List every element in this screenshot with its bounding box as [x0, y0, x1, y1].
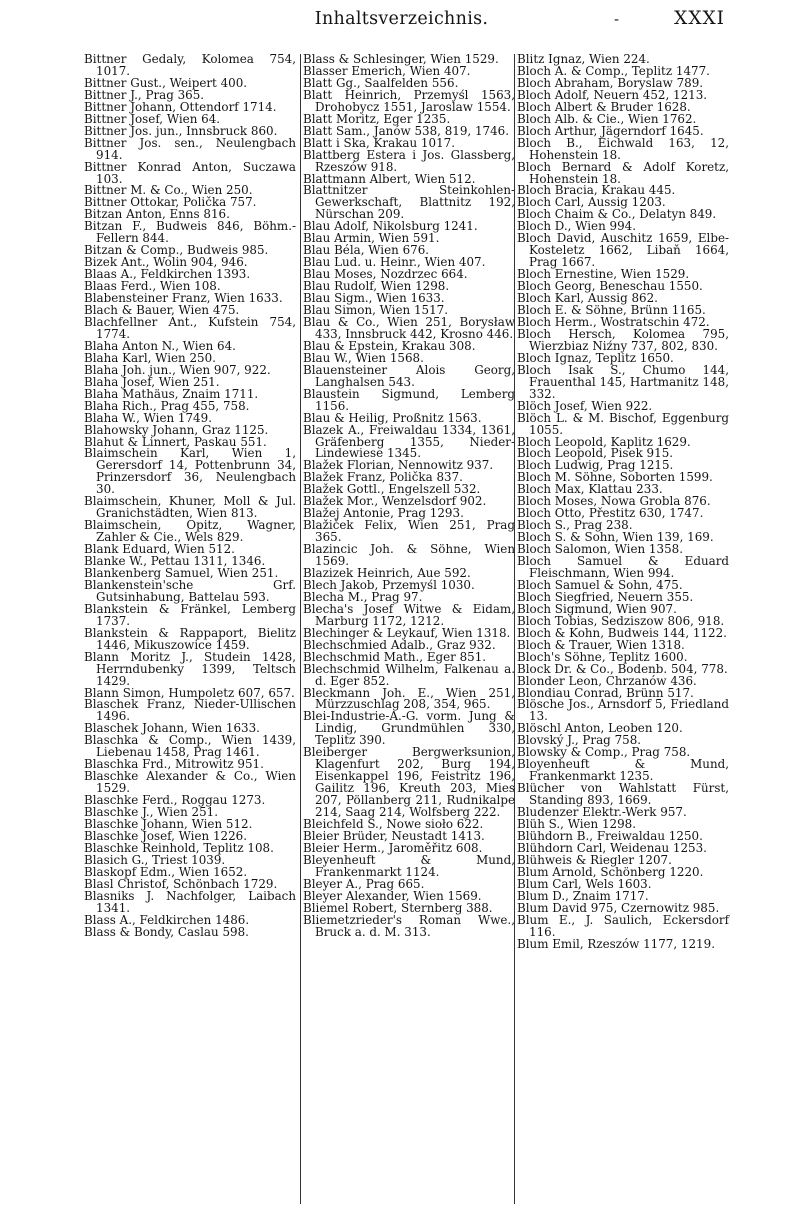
index-entry: Blondiau Conrad, Brünn 517.	[517, 685, 694, 700]
index-entry: Blum David 975, Czernowitz 985.	[517, 900, 720, 915]
index-entry: Bloch Sigmund, Wien 907.	[517, 601, 677, 616]
index-entry: Bloch Alb. & Cie., Wien 1762.	[517, 111, 697, 126]
index-entry: Bloch Hersch, Kolomea 795, Wierzbiaz Niźny 737, 802, 830.	[517, 326, 729, 353]
index-entry: Blowsky & Comp., Prag 758.	[517, 745, 691, 760]
index-entry: Blau Rudolf, Wien 1298.	[303, 279, 450, 294]
index-entry: Bittner Josef, Wien 64.	[84, 111, 221, 126]
index-entry: Bitzan F., Budweis 846, Böhm.-Fellern 844.	[84, 219, 296, 246]
index-entry: Bitzan Anton, Enns 816.	[84, 207, 230, 222]
index-entry: Bloch Samuel & Sohn, 475.	[517, 577, 683, 592]
index-entry: Blažek Florian, Nennowitz 937.	[303, 458, 494, 473]
index-entry: Blaha W., Wien 1749.	[84, 410, 212, 425]
index-entry: Blažek Gottl., Engelszell 532.	[303, 482, 481, 497]
index-entry: Blasich G., Triest 1039.	[84, 852, 226, 867]
index-entry: Blaas Ferd., Wien 108.	[84, 279, 221, 294]
index-entry: Bloch S. & Sohn, Wien 139, 169.	[517, 530, 714, 545]
index-entry: Bloch E. & Söhne, Brünn 1165.	[517, 303, 706, 318]
index-entry: Bleyer A., Prag 665.	[303, 876, 425, 891]
index-entry: Blatt i Ska, Krakau 1017.	[303, 135, 455, 150]
index-entry: Blasser Emerich, Wien 407.	[303, 63, 471, 78]
index-entry: Bloch David, Auschitz 1659, Elbe-Kosteletz 1662, Libaň 1664, Prag 1667.	[517, 231, 729, 270]
index-entry: Bittner Ottokar, Polička 757.	[84, 195, 257, 210]
index-entry: Blöch L. & M. Bischof, Eggenburg 1055.	[517, 410, 729, 437]
index-entry: Blühdorn Carl, Weidenau 1253.	[517, 840, 707, 855]
index-entry: Bleiberger Bergwerksunion, Klagenfurt 202, Burg 194, Eisenkappel 196, Feistritz 196, Gailitz 196, Kreuth 203, Mies 207, Pöllanberg 211, Rudnikalpe 214, Saag 214, Wolfsberg 222.	[303, 745, 515, 820]
index-entry: Blabensteiner Franz, Wien 1633.	[84, 291, 283, 306]
index-entry: Bloch D., Wien 994.	[517, 219, 637, 234]
index-entry: Blauensteiner Alois Georg, Langhalsen 543.	[303, 362, 515, 389]
index-entry: Blaschke Ferd., Roggau 1273.	[84, 793, 266, 808]
index-entry: Bittner Jos. jun., Innsbruck 860.	[84, 123, 278, 138]
index-entry: Bloch & Trauer, Wien 1318.	[517, 637, 685, 652]
index-entry: Blöch Josef, Wien 922.	[517, 398, 653, 413]
index-entry: Bloch Isak S., Chumo 144, Frauenthal 145, Hartmanitz 148, 332.	[517, 362, 729, 401]
index-entry: Blau & Heilig, Proßnitz 1563.	[303, 410, 482, 425]
index-entry: Blum E., J. Saulich, Eckersdorf 116.	[517, 912, 729, 939]
index-entry: Bitzan & Comp., Budweis 985.	[84, 243, 269, 258]
index-entry: Blasniks J. Nachfolger, Laibach 1341.	[84, 888, 296, 915]
index-entry: Bloch's Söhne, Teplitz 1600.	[517, 649, 688, 664]
index-entry: Blazek A., Freiwaldau 1334, 1361, Gräfenberg 1355, Nieder-Lindewiese 1345.	[303, 422, 515, 461]
index-entry: Blatt Sam., Janów 538, 819, 1746.	[303, 123, 509, 138]
index-column-2	[300, 54, 515, 1204]
index-entry: Blankstein & Rappaport, Bielitz 1446, Mikuszowice 1459.	[84, 625, 296, 652]
index-entry: Blaha Mathäus, Znaim 1711.	[84, 386, 259, 401]
index-entry: Bludenzer Elektr.-Werk 957.	[517, 805, 687, 820]
index-entry: Blau W., Wien 1568.	[303, 350, 424, 365]
index-entry: Bleyenheuft & Mund, Frankenmarkt 1124.	[303, 852, 515, 879]
index-entry: Blankenberg Samuel, Wien 251.	[84, 565, 279, 580]
index-entry: Blaschke Johann, Wien 512.	[84, 817, 253, 831]
index-entry: Blankstein & Fränkel, Lemberg 1737.	[84, 601, 296, 628]
index-entry: Blatt Moritz, Eger 1235.	[303, 111, 451, 126]
index-entry: Bloch Salomon, Wien 1358.	[517, 542, 683, 557]
index-entry: Blaha Karl, Wien 250.	[84, 350, 216, 365]
index-entry: Blau Moses, Nozdrzec 664.	[303, 267, 468, 282]
index-entry: Bittner Gedaly, Kolomea 754, 1017.	[84, 52, 296, 78]
index-entry: Blühdorn B., Freiwaldau 1250.	[517, 828, 703, 843]
index-entry: Blech Jakob, Przemyśl 1030.	[303, 577, 475, 592]
index-entry: Bloch Adolf, Neuern 452, 1213.	[517, 87, 708, 102]
index-entry: Blecha M., Prag 97.	[303, 589, 423, 604]
index-entry: Blaimschein, Opitz, Wagner, Zahler & Cie., Wels 829.	[84, 518, 296, 545]
index-entry: Bloch Chaim & Co., Delatyn 849.	[517, 207, 717, 222]
index-entry: Blau Simon, Wien 1517.	[303, 303, 448, 318]
index-entry: Blaimschein, Khuner, Moll & Jul. Granichstädten, Wien 813.	[84, 494, 296, 521]
index-entry: Blažej Antonie, Prag 1293.	[303, 506, 464, 521]
index-entry: Bloch Arthur, Jägerndorf 1645.	[517, 123, 704, 138]
page-header	[0, 0, 803, 44]
index-entry: Blechschmied Adalb., Graz 932.	[303, 637, 496, 652]
index-entry: Blum Carl, Wels 1603.	[517, 876, 652, 891]
index-entry: Blechschmid Math., Eger 851.	[303, 649, 487, 664]
index-entry: Bliemel Robert, Sternberg 388.	[303, 900, 493, 915]
index-entry: Bloch B., Eichwald 163, 12, Hohenstein 18.	[517, 135, 729, 162]
index-entry: Blaschke Reinhold, Teplitz 108.	[84, 840, 274, 855]
index-entry: Blaskopf Edm., Wien 1652.	[84, 864, 248, 879]
index-entry: Bittner J., Prag 365.	[84, 87, 205, 102]
index-entry: Blitz Ignaz, Wien 224.	[517, 52, 650, 66]
index-entry: Blum D., Znaim 1717.	[517, 888, 649, 903]
index-entry: Blaschka Frd., Mitrowitz 951.	[84, 757, 264, 772]
index-entry: Blaas A., Feldkirchen 1393.	[84, 267, 251, 282]
index-entry: Blechinger & Leykauf, Wien 1318.	[303, 625, 511, 640]
index-entry: Bloch S., Prag 238.	[517, 518, 633, 533]
index-entry: Blaha Josef, Wien 251.	[84, 374, 220, 389]
index-entry: Bloch Siegfried, Neuern 355.	[517, 589, 694, 604]
index-entry: Blum Arnold, Schönberg 1220.	[517, 864, 704, 879]
index-entry: Blass & Bondy, Caslau 598.	[84, 924, 249, 939]
index-entry: Blank Eduard, Wien 512.	[84, 542, 235, 557]
index-entry: Bittner M. & Co., Wien 250.	[84, 183, 253, 198]
index-entry: Blaustein Sigmund, Lemberg 1156.	[303, 386, 515, 413]
index-entry: Blaschek Franz, Nieder-Ullischen 1496.	[84, 697, 296, 724]
index-entry: Blaschke J., Wien 251.	[84, 805, 219, 820]
index-entry: Bloyenheuft & Mund, Frankenmarkt 1235.	[517, 757, 729, 784]
index-entry: Blecha's Josef Witwe & Eidam, Marburg 1172, 1212.	[303, 601, 515, 628]
index-entry: Blazincic Joh. & Söhne, Wien 1569.	[303, 542, 515, 569]
index-entry: Blonder Leon, Chrzanów 436.	[517, 673, 697, 688]
index-entry: Bleier Brüder, Neustadt 1413.	[303, 828, 485, 843]
index-entry: Blach & Bauer, Wien 475.	[84, 303, 240, 318]
index-entry: Blaha Anton N., Wien 64.	[84, 338, 236, 353]
index-entry: Blažek Franz, Polička 837.	[303, 470, 463, 485]
index-entry: Blaha Rich., Prag 455, 758.	[84, 398, 250, 413]
index-entry: Bloch Herm., Wostratschin 472.	[517, 314, 710, 329]
index-entry: Blažek Mor., Wenzelsdorf 902.	[303, 494, 487, 509]
index-entry: Blažiček Felix, Wien 251, Prag 365.	[303, 518, 515, 545]
index-entry: Blankenstein'sche Grf. Gutsinhabung, Battelau 593.	[84, 577, 296, 604]
index-entry: Blaschke Josef, Wien 1226.	[84, 828, 248, 843]
index-entry: Bloch Ernestine, Wien 1529.	[517, 267, 690, 282]
index-entry: Blass A., Feldkirchen 1486.	[84, 912, 250, 927]
index-entry: Blasl Christof, Schönbach 1729.	[84, 876, 278, 891]
index-entry: Blöschl Anton, Leoben 120.	[517, 721, 683, 736]
index-entry: Bittner Jos. sen., Neulengbach 914.	[84, 135, 296, 162]
index-entry: Blatt Heinrich, Przemyśl 1563, Drohobycz 1551, Jaroslaw 1554.	[303, 87, 515, 114]
index-entry: Bleichfeld S., Nowe sioło 622.	[303, 817, 484, 831]
index-column-3	[514, 54, 729, 1204]
index-entry: Blau Adolf, Nikolsburg 1241.	[303, 219, 478, 234]
index-entry: Blatt Gg., Saalfelden 556.	[303, 75, 459, 90]
index-entry: Blachfellner Ant., Kufstein 754, 1774.	[84, 314, 296, 341]
index-entry: Bloch Samuel & Eduard Fleischmann, Wien 994.	[517, 554, 729, 580]
index-entry: Bloch M. Söhne, Soborten 1599.	[517, 470, 713, 485]
index-entry: Bloch Bracia, Krakau 445.	[517, 183, 676, 198]
index-entry: Blau & Epstein, Krakau 308.	[303, 338, 476, 353]
index-entry: Block Dr. & Co., Bodenb. 504, 778.	[517, 661, 728, 676]
index-entry: Bloch Georg, Beneschau 1550.	[517, 279, 703, 294]
index-entry: Blechschmid Wilhelm, Falkenau a. d. Eger 852.	[303, 661, 515, 688]
index-entry: Blau & Co., Wien 251, Borysław 433, Innsbruck 442, Krosno 446.	[303, 314, 515, 341]
index-entry: Blösche Jos., Arnsdorf 5, Friedland 13.	[517, 697, 729, 724]
index-entry: Bloch Max, Klattau 233.	[517, 482, 663, 497]
index-entry: Bloch Ludwig, Prag 1215.	[517, 458, 674, 473]
index-entry: Bloch A. & Comp., Teplitz 1477.	[517, 63, 710, 78]
index-column-1	[84, 54, 296, 939]
index-entry: Bloch Carl, Aussig 1203.	[517, 195, 666, 210]
index-entry: Blaschka & Comp., Wien 1439, Liebenau 1458, Prag 1461.	[84, 733, 296, 760]
index-entry: Blovský J., Prag 758.	[517, 733, 642, 748]
index-entry: Blau Sigm., Wien 1633.	[303, 291, 445, 306]
index-entry: Blass & Schlesinger, Wien 1529.	[303, 52, 499, 66]
index-entry: Bloch Moses, Nowa Grobla 876.	[517, 494, 711, 509]
index-entry: Bliemetzrieder's Roman Wwe., Bruck a. d. M. 313.	[303, 912, 515, 939]
index-entry: Blahut & Linnert, Paskau 551.	[84, 434, 267, 449]
index-entry: Blaimschein Karl, Wien 1, Gerersdorf 14, Pottenbrunn 34, Prinzersdorf 36, Neulengbach 30.	[84, 446, 296, 497]
index-entry: Blanke W., Pettau 1311, 1346.	[84, 554, 266, 569]
index-entry: Blüh S., Wien 1298.	[517, 817, 637, 831]
index-entry: Bloch Leopold, Kaplitz 1629.	[517, 434, 691, 449]
index-entry: Blahowsky Johann, Graz 1125.	[84, 422, 269, 437]
index-entry: Bleckmann Joh. E., Wien 251, Mürzzuschlag 208, 354, 965.	[303, 685, 515, 712]
index-entry: Bloch Ignaz, Teplitz 1650.	[517, 350, 674, 365]
index-entry: Bleyer Alexander, Wien 1569.	[303, 888, 482, 903]
index-entry: Blühweis & Riegler 1207.	[517, 852, 672, 867]
index-entry: Bizek Ant., Wolin 904, 946.	[84, 255, 248, 270]
index-entry: Blau Armin, Wien 591.	[303, 231, 440, 246]
index-entry: Bittner Gust., Weipert 400.	[84, 75, 248, 90]
index-entry: Blum Emil, Rzeszów 1177, 1219.	[517, 936, 715, 951]
index-entry: Blann Moritz J., Studein 1428, Herrndubenky 1399, Teltsch 1429.	[84, 649, 296, 688]
index-entry: Blattnitzer Steinkohlen-Gewerkschaft, Blattnitz 192, Nürschan 209.	[303, 183, 515, 222]
index-entry: Bloch Leopold, Pisek 915.	[517, 446, 674, 461]
index-entry: Blei-Industrie-A.-G. vorm. Jung & Lindig, Grundmühlen 330, Teplitz 390.	[303, 709, 515, 748]
index-entry: Bloch Abraham, Boryslaw 789.	[517, 75, 704, 90]
page-number: XXXI	[674, 8, 725, 29]
index-entry: Blattmann Albert, Wien 512.	[303, 171, 476, 186]
index-entry: Bleier Herm., Jaroměřitz 608.	[303, 840, 483, 855]
index-entry: Blaschek Johann, Wien 1633.	[84, 721, 260, 736]
index-entry: Bloch & Kohn, Budweis 144, 1122.	[517, 625, 727, 640]
index-entry: Bittner Konrad Anton, Suczawa 103.	[84, 159, 296, 186]
page-title: Inhaltsverzeichnis.	[314, 9, 489, 29]
index-entry: Blau Béla, Wien 676.	[303, 243, 430, 258]
index-entry: Blaschke Alexander & Co., Wien 1529.	[84, 769, 296, 796]
index-entry: Blann Simon, Humpoletz 607, 657.	[84, 685, 295, 700]
index-entry: Blaha Joh. jun., Wien 907, 922.	[84, 362, 271, 377]
header-separator: -	[614, 10, 620, 28]
index-entry: Bloch Bernard & Adolf Koretz, Hohenstein 18.	[517, 159, 729, 186]
index-entry: Blau Lud. u. Heinr., Wien 407.	[303, 255, 486, 270]
index-entry: Blücher von Wahlstatt Fürst, Standing 893, 1669.	[517, 781, 729, 808]
index-entry: Bloch Tobias, Sedziszow 806, 918.	[517, 613, 725, 628]
index-entry: Bloch Albert & Bruder 1628.	[517, 99, 691, 114]
index-entry: Blazizek Heinrich, Aue 592.	[303, 565, 471, 580]
index-entry: Bittner Johann, Ottendorf 1714.	[84, 99, 277, 114]
index-entry: Bloch Karl, Aussig 862.	[517, 291, 658, 306]
index-entry: Blattberg Estera i Jos. Glassberg, Rzeszów 918.	[303, 147, 515, 174]
index-entry: Bloch Otto, Přestitz 630, 1747.	[517, 506, 704, 521]
